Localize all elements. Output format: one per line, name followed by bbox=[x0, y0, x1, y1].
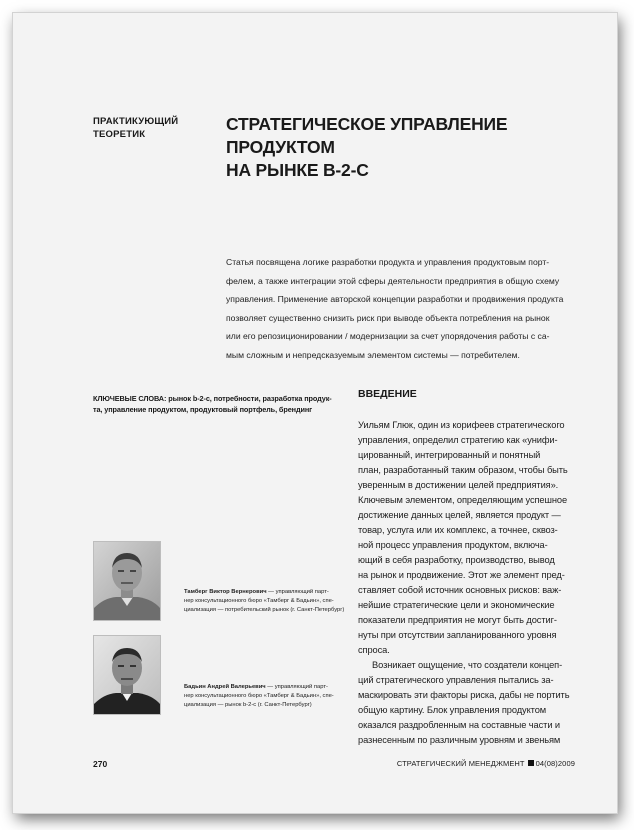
author-bio-line: нер консультационного бюро «Тамберг & Бадьин», спе- bbox=[184, 598, 334, 604]
page-number: 270 bbox=[93, 759, 108, 769]
abstract-line: фелем, а также интеграции этой сферы деятельности предприятия в общую схему bbox=[226, 275, 560, 286]
body-line: спроса. bbox=[358, 645, 390, 655]
body-line: показатели предприятия не могут быть достиг- bbox=[358, 615, 557, 625]
author-photo bbox=[93, 541, 161, 621]
body-line: управления, определил стратегию как «унифи- bbox=[358, 435, 558, 445]
keywords-line: КЛЮЧЕВЫЕ СЛОВА: рынок b-2-c, потребности, разработка продук- bbox=[93, 394, 332, 403]
square-separator-icon bbox=[528, 760, 534, 766]
intro-body bbox=[358, 418, 608, 748]
abstract bbox=[226, 253, 604, 364]
body-line: нейшие стратегические цели и экономические bbox=[358, 600, 555, 610]
body-line: уверенным в достижении целей предприятия». bbox=[358, 480, 559, 490]
body-line: ций стратегического управления пытались за- bbox=[358, 675, 554, 685]
abstract-line: мым сложным и непредсказуемым элементом системы — потребителем. bbox=[226, 349, 520, 360]
body-line: маскировать эти факторы риска, дабы не портить bbox=[358, 690, 570, 700]
author-bio-line bbox=[184, 683, 344, 692]
author-name: Тамберг Виктор Вернерович bbox=[184, 589, 267, 595]
author-bio bbox=[184, 588, 344, 615]
author-photo bbox=[93, 635, 161, 715]
body-line: Возникает ощущение, что создатели концеп- bbox=[372, 660, 563, 670]
body-line: на рынок и продвижение. Этот же элемент пред- bbox=[358, 570, 565, 580]
author-bio-line: циализация — рынок b-2-c (г. Санкт-Петербург) bbox=[184, 702, 312, 708]
author-bio-line: циализация — потребительский рынок (г. Санкт-Петербург) bbox=[184, 607, 345, 613]
body-line: Ключевым элементом, определяющим успешное bbox=[358, 495, 568, 505]
author-name: Бадьин Андрей Валерьевич bbox=[184, 684, 266, 690]
page-sheet bbox=[13, 13, 617, 813]
article-title bbox=[226, 113, 606, 182]
body-line: нуты при отсутствии запланированного уровня bbox=[358, 630, 557, 640]
body-line: товар, услуга или их комплекс, а точнее, сквоз- bbox=[358, 525, 558, 535]
author-portrait-image bbox=[94, 636, 160, 714]
author-role: — управляющий парт- bbox=[265, 684, 328, 690]
keywords-line: та, управление продуктом, продуктовый портфель, брендинг bbox=[93, 405, 313, 414]
body-line: Уильям Глюк, один из корифеев стратегического bbox=[358, 420, 565, 430]
keywords bbox=[93, 393, 339, 415]
body-line: план, разработанный таким образом, чтобы быть bbox=[358, 465, 568, 475]
author-portrait-image bbox=[94, 542, 160, 620]
journal-issue: 04(08)2009 bbox=[535, 759, 575, 768]
abstract-line: Статья посвящена логике разработки продукта и управления продуктовым порт- bbox=[226, 257, 550, 267]
journal-name: СТРАТЕГИЧЕСКИЙ МЕНЕДЖМЕНТ bbox=[396, 759, 525, 768]
body-line: ющий в себя разработку, производство, вывод bbox=[358, 555, 555, 565]
author-bio-line: нер консультационного бюро «Тамберг & Бадьин», спе- bbox=[184, 693, 334, 699]
section-label-line: ПРАКТИКУЮЩИЙ bbox=[93, 116, 179, 127]
body-line: ной процесс управления продуктом, включа- bbox=[358, 540, 548, 550]
author-bio-line bbox=[184, 588, 344, 597]
article-title-line: СТРАТЕГИЧЕСКОЕ УПРАВЛЕНИЕ ПРОДУКТОМ bbox=[226, 114, 508, 157]
section-label bbox=[93, 115, 203, 141]
body-line: ставляет собой источник основных рисков: важ- bbox=[358, 585, 562, 595]
abstract-line: управления. Применение авторской концепции разработки и продвижения продукта bbox=[226, 294, 564, 304]
abstract-line: или его репозиционировании / модернизации за счет упорядочения работы с са- bbox=[226, 331, 550, 341]
journal-footer bbox=[397, 759, 575, 768]
body-line: цированный, интегрированный и понятный bbox=[358, 450, 541, 460]
section-label-line: ТЕОРЕТИК bbox=[93, 129, 146, 140]
body-line: разнесенным по различным уровням и звеньям bbox=[358, 735, 561, 745]
intro-heading: ВВЕДЕНИЕ bbox=[358, 388, 417, 400]
body-line: достижение данных целей, является продукт — bbox=[358, 510, 561, 520]
body-line: оказался раздробленным на составные части и bbox=[358, 720, 561, 730]
abstract-line: позволяет существенно снизить риск при выводе объекта потребления на рынок bbox=[226, 312, 550, 323]
body-line: общую картину. Блок управления продуктом bbox=[358, 705, 547, 715]
author-role: — управляющий парт- bbox=[266, 589, 329, 595]
author-bio bbox=[184, 683, 344, 710]
article-title-line: НА РЫНКЕ B-2-C bbox=[226, 160, 369, 180]
